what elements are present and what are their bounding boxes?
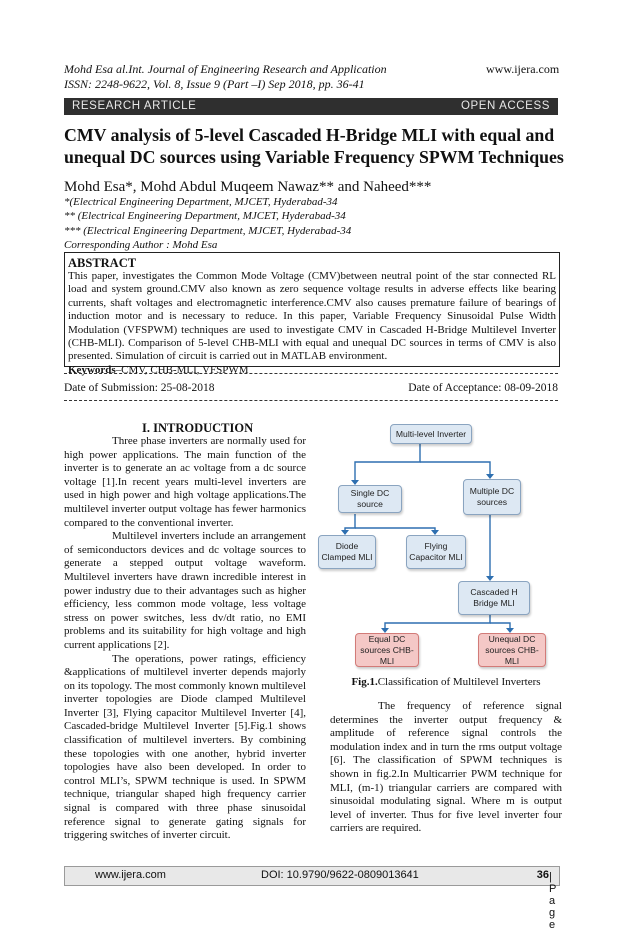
- intro-paragraph-1: Three phase inverters are normally used for high power applications. The main function of the inverter is to generate an ac voltage from a dc source voltage [1].In recent years multi-level inverters are used in high power and high voltage applications.The multilevel inverter output voltage has fewer harmonics compared to the conventional inverter.: [64, 435, 306, 529]
- node-equal-dc-sources: Equal DC sources CHB-MLI: [355, 633, 419, 667]
- node-multiple-dc-sources: Multiple DC sources: [463, 479, 521, 515]
- figure-caption-label: Fig.1.: [351, 676, 378, 688]
- article-type-banner: [64, 98, 558, 115]
- node-diode-clamped-mli: Diode Clamped MLI: [318, 535, 376, 569]
- abstract-body: [68, 270, 556, 377]
- footer-website-link[interactable]: www.ijera.com: [95, 869, 166, 881]
- title-line-2: unequal DC sources using Variable Frequency SPWM Techniques: [64, 147, 564, 167]
- submission-date: Date of Submission: 25-08-2018: [64, 382, 215, 394]
- connector-single-flying: [355, 528, 435, 530]
- spwm-paragraph: The frequency of reference signal determines the inverter output frequency & amplitude of reference signal controls the modulation index and in turn the rms output voltage [6]. The classification of SPWM techniques is shown in fig.2.In Multicarrier PWM technique for MLI, (m-1) triangular carriers are compared with sinusoidal modulating signal. Where m is output level of inverter. Thus for five level inverter four carriers are required.: [330, 700, 562, 835]
- figure-caption: [330, 676, 562, 688]
- divider-bottom: [64, 400, 558, 401]
- paper-title: [64, 124, 564, 168]
- keywords-label: Keywords: [68, 363, 116, 376]
- header-website-link[interactable]: www.ijera.com: [486, 62, 560, 76]
- author-list: Mohd Esa*, Mohd Abdul Muqeem Nawaz** and Naheed***: [64, 179, 432, 195]
- footer-doi: DOI: 10.9790/9622-0809013641: [261, 869, 419, 881]
- classification-diagram: [321, 418, 562, 668]
- connector-cascaded-equal: [385, 614, 490, 628]
- node-cascaded-h-bridge-mli: Cascaded H Bridge MLI: [458, 581, 530, 615]
- page-number: [536, 869, 557, 931]
- corresponding-author: Corresponding Author : Mohd Esa: [64, 238, 218, 251]
- node-unequal-dc-sources: Unequal DC sources CHB-MLI: [478, 633, 546, 667]
- figure-caption-text: Classification of Multilevel Inverters: [377, 676, 541, 688]
- issn-line: ISSN: 2248-9622, Vol. 8, Issue 9 (Part –I) Sep 2018, pp. 36-41: [64, 77, 365, 91]
- keywords-text: –CMV, CHB-MLI, VFSPWM: [115, 363, 249, 376]
- page-number-value: 36: [536, 869, 549, 881]
- connector-root-single: [355, 440, 420, 480]
- affiliation-1: *(Electrical Engineering Department, MJCET, Hyderabad-34: [64, 196, 338, 208]
- connector-single-diode: [345, 514, 355, 530]
- node-single-dc-source: Single DC source: [338, 485, 402, 513]
- affiliation-2: ** (Electrical Engineering Department, MJCET, Hyderabad-34: [64, 210, 346, 223]
- research-article-label: RESEARCH ARTICLE: [72, 100, 197, 112]
- open-access-label: OPEN ACCESS: [460, 100, 550, 112]
- affiliations: [64, 195, 564, 252]
- abstract-heading: ABSTRACT: [68, 256, 137, 270]
- left-column: [64, 435, 306, 843]
- abstract-text: This paper, investigates the Common Mode Voltage (CMV)between neutral point of the star connected RL load and system ground.CMV also known as zero sequence voltage results in adverse effects like bearing currents, shaft voltages and electromagnetic interference.CMV also causes premature failure of bearings of induction motor and is necessary to reduce. In this paper, Variable Frequency Sinusoidal Pulse Width Modulation (VFSPWM) techniques are used to investigate CMV in Cascaded H-Bridge Multilevel Inverter (CHB-MLI). Comparison of 5-level CHB-MLI with equal and unequal DC sources in terms of CMV is also presented. Simulation of circuit is carried out in MATLAB environment.: [68, 270, 556, 363]
- intro-paragraph-3: The operations, power ratings, efficiency &applications of multilevel inverter depends majorly on its topology. The most commonly known multilevel inverter topologies are Diode clamped Multilevel Inverter [3], Flying capacitor Multilevel Inverter [4], Cascaded-bridge Multilevel Inverter [5].Fig.1 shows classification of multilevel inverters. By combining these topologies with one another, hybrid inverter topologies have also been developed. In order to control MLI’s, SPWM technique is used. In SPWM technique, triangular shaped high frequency carrier signal is compared with three phase sinusoidal reference signal to generate gating signals for triggering switches of inverter circuit.: [64, 652, 306, 842]
- page-label: | P a g e: [549, 871, 557, 931]
- connector-cascaded-unequal: [490, 623, 510, 628]
- right-column: [330, 700, 562, 836]
- section-heading-introduction: I. INTRODUCTION: [142, 421, 254, 435]
- node-flying-capacitor-mli: Flying Capacitor MLI: [406, 535, 466, 569]
- node-multilevel-inverter: Multi-level Inverter: [390, 424, 472, 444]
- page-footer: [64, 866, 560, 931]
- intro-paragraph-2: Multilevel inverters include an arrangement of semiconductors devices and dc voltage sources to generate a stepped output voltage waveform. Multilevel inverters have drawn incredible interest in power industry due to their advantages such as higher efficiency, less common mode voltage, less voltage stress on power switches, less dv/dt ratio, no EMI problems and its suitability for high voltage and high current applications [2].: [64, 530, 306, 651]
- divider-top: [64, 373, 558, 374]
- connector-root-multiple: [420, 462, 490, 474]
- title-line-1: CMV analysis of 5-level Cascaded H-Bridge MLI with equal and: [64, 125, 555, 145]
- affiliation-3: *** (Electrical Engineering Department, MJCET, Hyderabad-34: [64, 224, 352, 237]
- acceptance-date: Date of Acceptance: 08-09-2018: [408, 382, 558, 394]
- journal-header: Mohd Esa al.Int. Journal of Engineering Research and Application: [64, 62, 387, 76]
